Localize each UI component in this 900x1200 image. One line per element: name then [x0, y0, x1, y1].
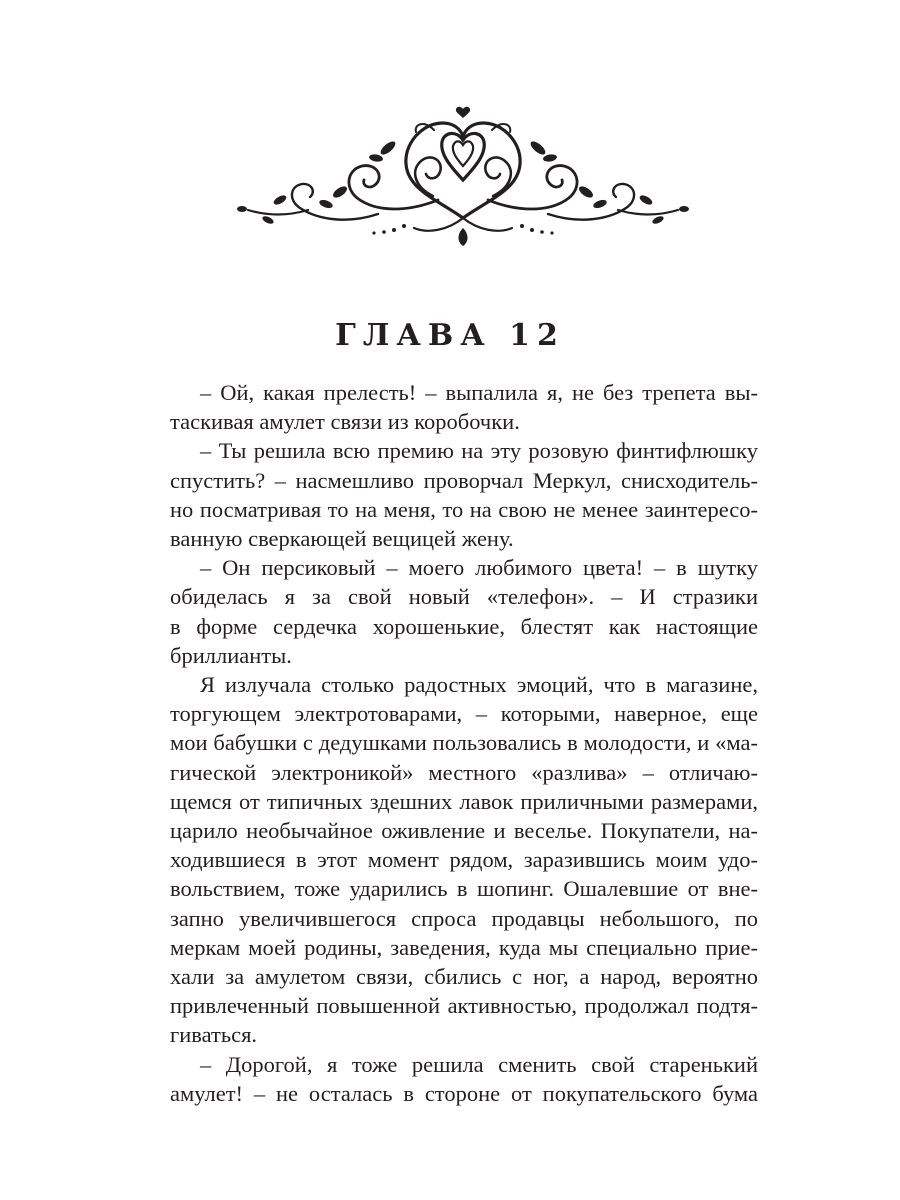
text-line: ванную сверкающей вещицей жену. — [170, 526, 514, 552]
text-line: в форме сердечка хорошенькие, блестят как настоящие — [170, 613, 758, 639]
text-line: ходившиеся в этот момент рядом, заразившись моим удо- — [170, 847, 758, 873]
floral-heart-flourish-icon — [228, 100, 698, 255]
text-line: – Дорогой, я тоже решила сменить свой старенький — [200, 1051, 758, 1077]
paragraph — [170, 436, 758, 553]
text-line: мои бабушки с дедушками пользовались в молодости, и «ма- — [170, 730, 758, 756]
text-line: амулет! – не осталась в стороне от покупательского бума — [170, 1080, 758, 1106]
text-line: Я излучала столько радостных эмоций, что в магазине, — [200, 672, 758, 698]
text-line: – Ты решила всю премию на эту розовую финтифлюшку — [200, 438, 758, 464]
text-line: царило необычайное оживление и веселье. Покупатели, на- — [170, 818, 758, 844]
text-line: но посматривая то на меня, то на свою не менее заинтересо- — [170, 496, 758, 522]
text-line: вольствием, тоже ударились в шопинг. Ошалевшие от вне- — [170, 876, 758, 902]
text-line: обиделась я за свой новый «телефон». – И стразики — [170, 584, 758, 610]
paragraph — [170, 553, 758, 670]
text-line: гиваться. — [170, 1022, 258, 1048]
text-line: бриллианты. — [170, 642, 292, 668]
text-line: гической электроникой» местного «разлива» – отличаю- — [170, 759, 758, 785]
paragraph — [170, 1050, 758, 1108]
text-line: щемся от типичных здешних лавок приличными размерами, — [170, 788, 758, 814]
text-line: привлеченный повышенной активностью, продолжал подтя- — [170, 993, 758, 1019]
paragraph — [170, 670, 758, 1050]
chapter-body — [170, 378, 758, 1108]
text-line: – Он персиковый – моего любимого цвета! – в шутку — [200, 555, 758, 581]
text-line: таскивая амулет связи из коробочки. — [170, 409, 520, 435]
paragraph — [170, 378, 758, 436]
text-line: – Ой, какая прелесть! – выпалила я, не без трепета вы- — [200, 380, 758, 405]
chapter-title: ГЛАВА 12 — [335, 318, 565, 353]
text-line: меркам моей родины, заведения, куда мы специально прие- — [170, 934, 758, 960]
text-line: запно увеличившегося спроса продавцы небольшого, по — [170, 905, 758, 931]
text-line: хали за амулетом связи, сбились с ног, а народ, вероятно — [170, 964, 758, 990]
text-line: спустить? – насмешливо проворчал Меркул, снисходитель- — [170, 467, 758, 493]
text-line: торгующем электротоварами, – которыми, наверное, еще — [170, 701, 758, 727]
